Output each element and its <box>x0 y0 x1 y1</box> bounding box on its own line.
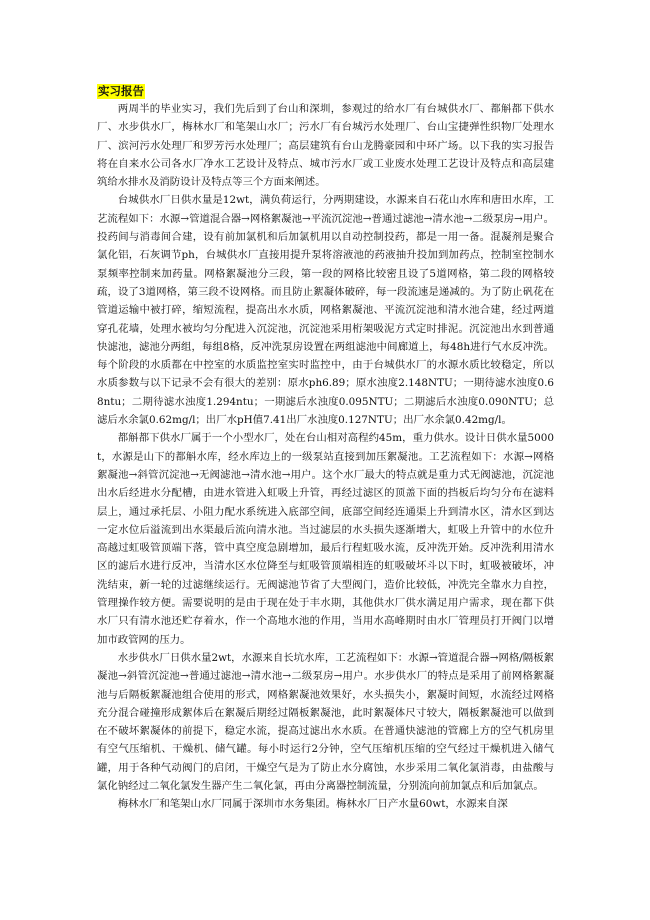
report-title: 实习报告 <box>98 84 144 98</box>
duhu-duxia-plant-paragraph: 都斛都下供水厂属于一个小型水厂，处在台山相对高程约45m，重力供水。设计日供水量5000t，水源是山下的都斛水库，经水库边上的一级泵站直接到加压絮凝池。工艺流程如下：水源→网格絮凝池→斜管沉淀池→无阀滤池→清水池→用户。这个水厂最大的特点就是重力式无阀滤池，沉淀池出水后经进水分配槽，由进水管进入虹吸上升管，再经过滤区的顶盖下面的挡板后均匀分布在滤料层上，通过承托层、小阻力配水系统进入底部空间，底部空间经连通渠上升到清水区，清水区到达一定水位后溢流到出水渠最后流向清水池。当过滤层的水头损失逐渐增大，虹吸上升管中的水位升高越过虹吸管顶端下落，管中真空度急剧增加，最后行程虹吸水流，反冲洗开始。反冲洗利用清水区的滤后水进行反冲，当清水区水位降至与虹吸管顶端相连的虹吸破坏斗以下时，虹吸被破坏，冲洗结束，新一轮的过滤继续运行。无阀滤池节省了大型阀门，造价比较低，冲洗完全靠水力自控，管理操作较方便。需要说明的是由于现在处于丰水期，其他供水厂供水满足用户需求，现在都下供水厂只有清水池还贮存着水，作一个高地水池的作用，当用水高峰期时由水厂管理员打开阀门以增加市政管网的压力。 <box>97 432 554 646</box>
taicheng-plant-paragraph: 台城供水厂日供水量是12wt，满负荷运行，分两期建设，水源来自石花山水库和唐田水库，工艺流程如下：水源→管道混合器→网格絮凝池→平流沉淀池→普通过滤池→清水池→二级泵房→用户。投药间与消毒间合建，设有前加氯机和后加氯机用以自动控制投药，都是一用一备。混凝剂是聚合氯化铝，石灰调节ph，台城供水厂直接用提升泵将溶液池的药液抽升投加到加药点，控制室控制水泵频率控制来加药量。网格絮凝池分三段，第一段的网格比较密且设了5道网格，第二段的网格较疏，设了3道网格，第三段不设网格。而且防止絮凝体破碎，每一段流速是递减的。为了防止矾花在管道运输中被打碎，缩短流程，提高出水水质，网格絮凝池、平流沉淀池和清水池合建，经过两道穿孔花墙，处理水被均匀分配进入沉淀池，沉淀池采用桁架吸泥方式定时排泥。沉淀池出水到普通快滤池，滤池分两组，每组8格，反冲洗泵房设置在两组滤池中间廊道上，每48h进行气水反冲洗。每个阶段的水质都在中控室的水质监控室实时监控中，由于台城供水厂的水源水质比较稳定，所以水质参数与以下记录不会有很大的差别：原水ph6.89；原水浊度2.148NTU；一期待滤水浊度0.68ntu；二期待滤水浊度1.294ntu；一期滤后水浊度0.095NTU；二期滤后水浊度0.090NTU；总滤后水余氯0.62mg/l；出厂水pH值7.41出厂水浊度0.127NTU；出厂水余氯0.42mg/l。 <box>97 194 554 427</box>
report-page <box>97 80 554 814</box>
shuibu-plant-paragraph: 水步供水厂日供水量2wt，水源来自长坑水库，工艺流程如下：水源→管道混合器→网格/隔板絮凝池→斜管沉淀池→普通过滤池→清水池→二级泵房→用户。水步供水厂的特点是采用了前网格絮凝池与后隔板絮凝池组合使用的形式，网格絮凝池效果好，水头损失小，絮凝时间短，水流经过网格充分混合碰撞形成絮体后在絮凝后期经过隔板絮凝池，此时絮凝体尺寸较大，隔板絮凝池可以做到在不破坏絮凝体的前提下，稳定水流，提高过滤出水水质。在普通快滤池的管廊上方的空气机房里有空气压缩机、干燥机、储气罐。每小时运行2分钟，空气压缩机压缩的空气经过干燥机进入储气罐，用于各种气动阀门的启闭，干燥空气是为了防止水分腐蚀，水步采用二氧化氯消毒，由盐酸与氯化钠经过二氧化氯发生器产生二氧化氯，再由分离器控制流量，分别流向前加氯点和后加氯点。 <box>97 651 554 792</box>
intro-paragraph: 两周半的毕业实习，我们先后到了台山和深圳，参观过的给水厂有台城供水厂、都斛都下供水厂、水步供水厂，梅林水厂和笔架山水厂；污水厂有台城污水处理厂、台山宝捷弹性织物厂处理水厂、滨河污水处理厂和罗芳污水处理厂；高层建筑有台山龙腾豪园和中环广场。以下我的实习报告将在自来水公司各水厂净水工艺设计及特点、城市污水厂或工业废水处理工艺设计及特点和高层建筑给水排水及消防设计及特点等三个方面来阐述。 <box>97 103 554 189</box>
meilin-plant-paragraph: 梅林水厂和笔架山水厂同属于深圳市水务集团。梅林水厂日产水量60wt，水源来自深 <box>117 798 508 811</box>
